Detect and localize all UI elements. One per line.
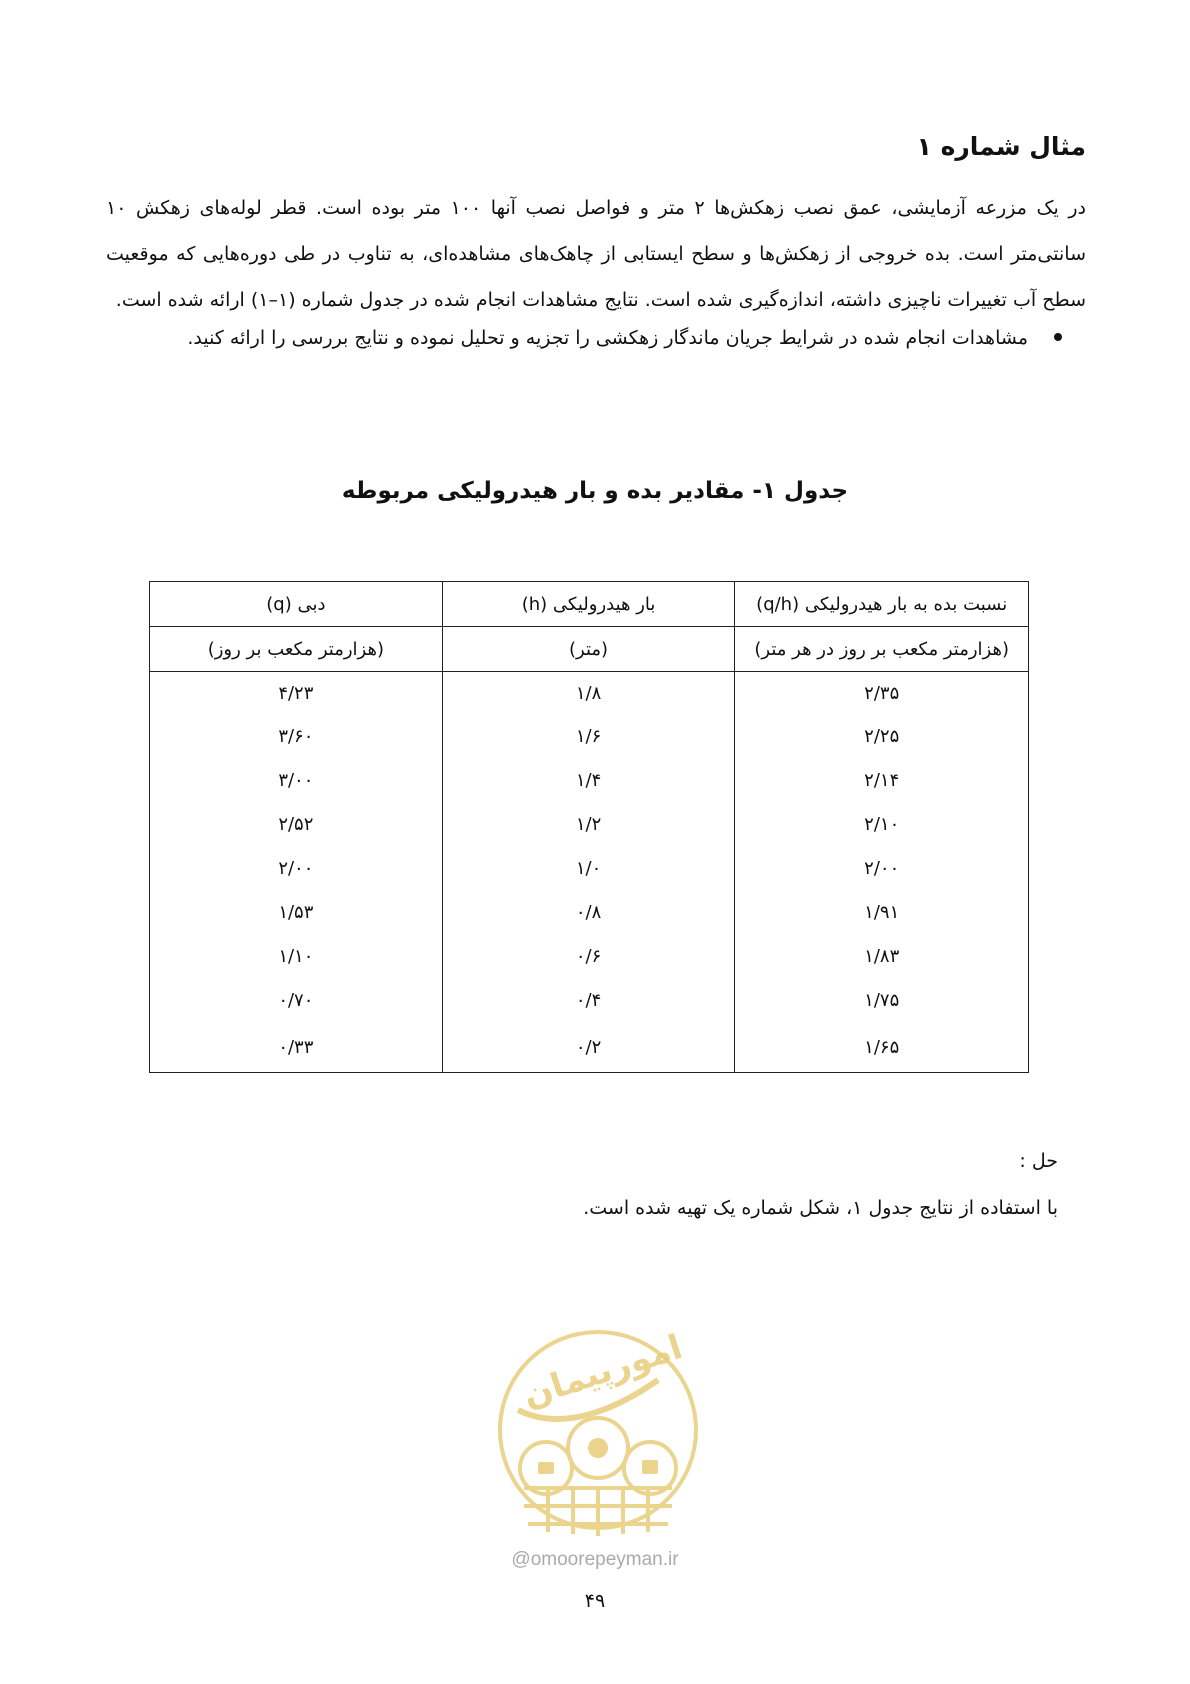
bullet-text: مشاهدات انجام شده در شرایط جریان ماندگار زهکشی را تجزیه و تحلیل نموده و نتایج بررسی را ارائه کنید. — [187, 327, 1028, 349]
table-cell: ۱/۴ — [442, 758, 735, 802]
table-cell: ۱/۱۰ — [150, 934, 443, 978]
table-cell: ۱/۶۵ — [735, 1022, 1029, 1073]
table-unit-cell: (متر) — [442, 627, 735, 672]
table-cell: ۲/۱۴ — [735, 758, 1029, 802]
table-unit-row — [150, 627, 1029, 672]
table-unit-cell: (هزارمتر مکعب بر روز در هر متر) — [735, 627, 1029, 672]
table-cell: ۲/۰۰ — [735, 846, 1029, 890]
table-cell: ۳/۰۰ — [150, 758, 443, 802]
table-cell: ۳/۶۰ — [150, 714, 443, 758]
table-cell: ۰/۸ — [442, 890, 735, 934]
discharge-head-table — [149, 581, 1029, 1073]
table-header-cell: نسبت بده به بار هیدرولیکی (q/h) — [735, 582, 1029, 627]
bullet-item — [122, 321, 1062, 355]
table-unit-cell: (هزارمتر مکعب بر روز) — [150, 627, 443, 672]
table-cell: ۲/۰۰ — [150, 846, 443, 890]
table-row — [150, 802, 1029, 846]
table-header-row — [150, 582, 1029, 627]
table-row — [150, 978, 1029, 1022]
watermark-url: @omoorepeyman.ir — [511, 1549, 679, 1570]
solution-label: حل : — [1019, 1150, 1058, 1172]
table-cell: ۱/۸ — [442, 672, 735, 715]
table-cell: ۲/۱۰ — [735, 802, 1029, 846]
table-cell: ۰/۴ — [442, 978, 735, 1022]
table-row — [150, 672, 1029, 715]
table-caption: جدول ۱- مقادیر بده و بار هیدرولیکی مربوطه — [341, 478, 849, 504]
section-heading: مثال شماره ۱ — [916, 132, 1086, 161]
intro-paragraph: در یک مزرعه آزمایشی، عمق نصب زهکش‌ها ۲ متر و فواصل نصب آنها ۱۰۰ متر بوده است. قطر لوله‌های زهکش ۱۰ سانتی‌متر است. بده خروجی از زهکش‌ها و سطح ایستابی از چاهک‌های مشاهده‌ای، به تناوب در طی دوره‌هایی که موقعیت سطح آب تغییرات ناچیزی داشته، اندازه‌گیری شده است. نتایج مشاهدات انجام شده در جدول شماره (۱–۱) ارائه شده است. — [106, 197, 1086, 311]
table-row — [150, 1022, 1029, 1073]
table-header-cell: بار هیدرولیکی (h) — [442, 582, 735, 627]
table-row — [150, 758, 1029, 802]
table-cell: ۱/۸۳ — [735, 934, 1029, 978]
table-cell: ۰/۶ — [442, 934, 735, 978]
table-header-cell: دبی (q) — [150, 582, 443, 627]
solution-text: با استفاده از نتایج جدول ۱، شکل شماره یک تهیه شده است. — [583, 1197, 1058, 1219]
table-row — [150, 846, 1029, 890]
table-cell: ۴/۲۳ — [150, 672, 443, 715]
table-cell: ۱/۵۳ — [150, 890, 443, 934]
table-cell: ۲/۲۵ — [735, 714, 1029, 758]
table-cell: ۱/۷۵ — [735, 978, 1029, 1022]
table-cell: ۱/۶ — [442, 714, 735, 758]
table-row — [150, 890, 1029, 934]
watermark-emblem-icon — [488, 1320, 708, 1560]
table-cell: ۱/۹۱ — [735, 890, 1029, 934]
watermark-logo-text: امورپیمان — [518, 1327, 688, 1417]
table-cell: ۱/۰ — [442, 846, 735, 890]
table-cell: ۲/۵۲ — [150, 802, 443, 846]
table-row — [150, 934, 1029, 978]
watermark-logo — [488, 1320, 708, 1560]
table-cell: ۱/۲ — [442, 802, 735, 846]
bullet-list — [122, 321, 1062, 355]
table-cell: ۲/۳۵ — [735, 672, 1029, 715]
page-number: ۴۹ — [584, 1590, 606, 1612]
table-row — [150, 714, 1029, 758]
table-cell: ۰/۲ — [442, 1022, 735, 1073]
bullet-icon — [1054, 333, 1062, 341]
table-cell: ۰/۳۳ — [150, 1022, 443, 1073]
table-cell: ۰/۷۰ — [150, 978, 443, 1022]
